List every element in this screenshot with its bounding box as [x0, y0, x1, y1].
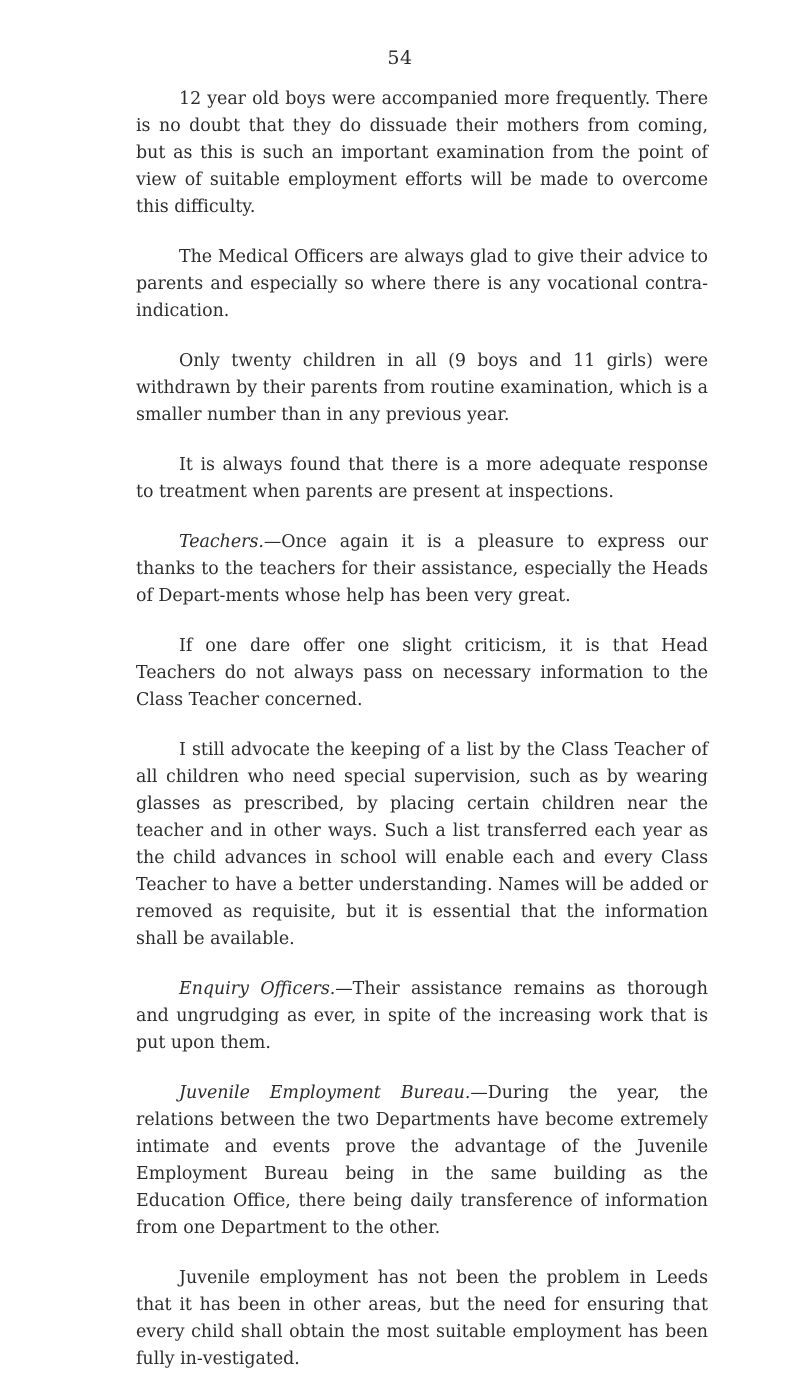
paragraph-2 [136, 244, 708, 325]
paragraph-juvenile-employment-bureau [136, 1080, 708, 1242]
page-number: 54 [387, 47, 413, 69]
paragraph-7-text: I still advocate the keeping of a list by the Class Teacher of all children who need special supervision, such as by wearing glasses as prescribed, by placing certain children near the teacher and in other ways. Such a list transferred each year as the child advances in school will enable each and every Class Teacher to have a better understanding. Names will be added or removed as requisite, but it is essential that the information shall be available. [136, 740, 708, 949]
paragraph-3-text: Only twenty children in all (9 boys and 11 girls) were withdrawn by their parents from routine examination, which is a smaller number than in any previous year. [136, 351, 708, 425]
paragraph-6 [136, 633, 708, 714]
body-text [136, 86, 708, 1396]
paragraph-enquiry-officers-text: —Their assistance remains as thorough and ungrudging as ever, in spite of the increasing work that is put upon them. [136, 979, 708, 1053]
paragraph-6-text: If one dare offer one slight criticism, it is that Head Teachers do not always pass on necessary information to the Class Teacher concerned. [136, 636, 708, 710]
paragraph-1 [136, 86, 708, 221]
paragraph-4-text: It is always found that there is a more adequate response to treatment when parents are present at inspections. [136, 455, 708, 502]
paragraph-10-text: Juvenile employment has not been the problem in Leeds that it has been in other areas, but the need for ensuring that every child shall obtain the most suitable employment has been fully in-vestigated. [136, 1268, 708, 1369]
section-heading-juvenile-employment-bureau: Juvenile Employment Bureau. [179, 1083, 471, 1103]
paragraph-enquiry-officers [136, 976, 708, 1057]
section-heading-teachers: Teachers. [179, 532, 264, 552]
paragraph-juvenile-employment-bureau-text: —During the year, the relations between the two Departments have become extremely intimate and events prove the advantage of the Juvenile Employment Bureau being in the same building as the Education Office, there being daily transference of information from one Department to the other. [136, 1083, 708, 1238]
paragraph-3 [136, 348, 708, 429]
paragraph-7 [136, 737, 708, 953]
paragraph-4 [136, 452, 708, 506]
paragraph-1-text: 12 year old boys were accompanied more frequently. There is no doubt that they do dissuade their mothers from coming, but as this is such an important examination from the point of view of suitable employment efforts will be made to overcome this difficulty. [136, 89, 708, 217]
section-heading-enquiry-officers: Enquiry Officers. [179, 979, 336, 999]
paragraph-teachers-text: —Once again it is a pleasure to express our thanks to the teachers for their assistance, especially the Heads of Depart-ments whose help has been very great. [136, 532, 708, 606]
paragraph-teachers [136, 529, 708, 610]
paragraph-2-text: The Medical Officers are always glad to give their advice to parents and especially so where there is any vocational contra-indication. [136, 247, 708, 321]
